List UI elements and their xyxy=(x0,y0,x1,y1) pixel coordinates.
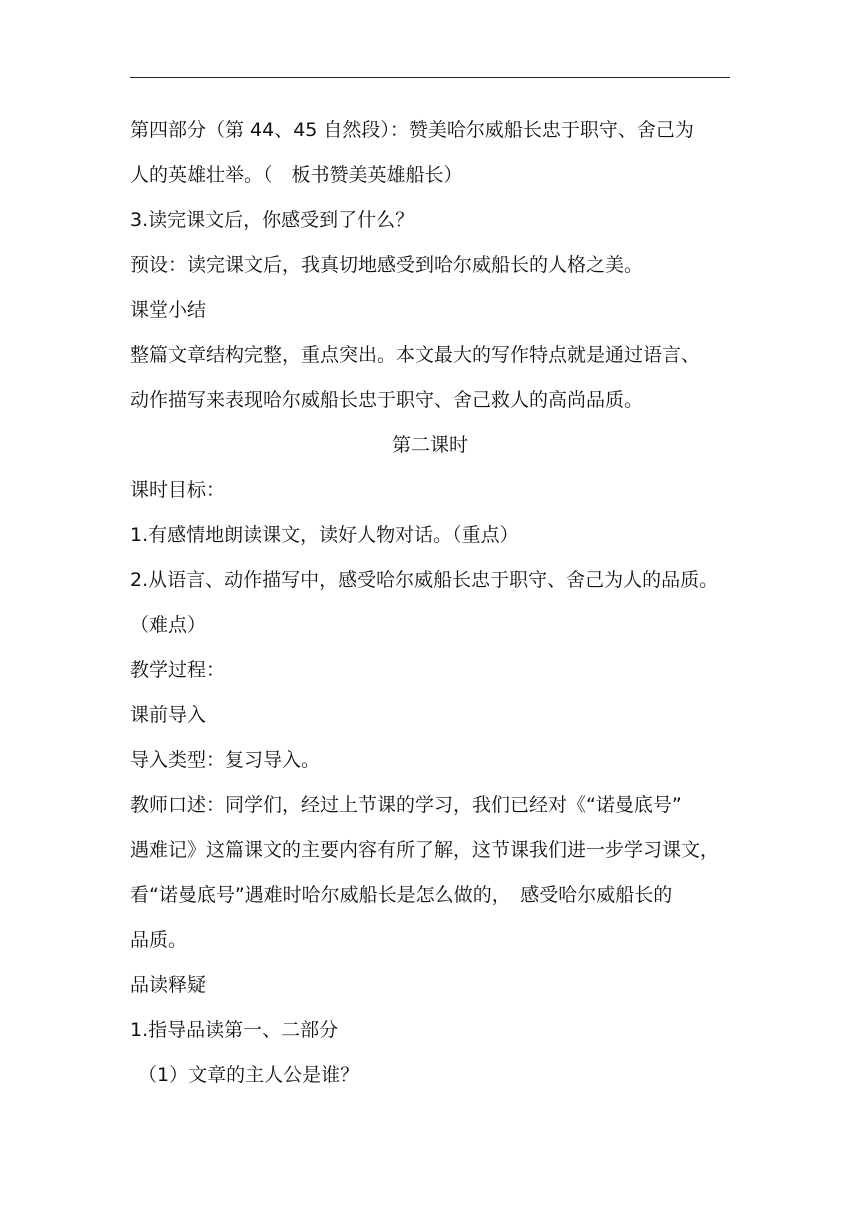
lesson-objectives-heading: 课时目标： xyxy=(130,479,226,501)
teacher-statement-line-3: 看“诺曼底号”遇难时哈尔威船长是怎么做的， 感受哈尔威船长的 xyxy=(130,884,673,906)
guided-question-1: （1）文章的主人公是谁？ xyxy=(138,1064,360,1086)
guided-reading-step-1: 1.指导品读第一、二部分 xyxy=(130,1019,339,1041)
objective-1: 1.有感情地朗读课文，读好人物对话。（重点） xyxy=(130,524,519,546)
pre-class-introduction-heading: 课前导入 xyxy=(130,704,207,726)
teaching-process-heading: 教学过程： xyxy=(130,659,226,681)
section-heading-class-summary: 课堂小结 xyxy=(130,299,207,321)
question-3: 3.读完课文后，你感受到了什么？ xyxy=(130,209,415,231)
preset-answer: 预设：读完课文后，我真切地感受到哈尔威船长的人格之美。 xyxy=(130,254,644,276)
teacher-statement-line-2: 遇难记》这篇课文的主要内容有所了解，这节课我们进一步学习课文， xyxy=(130,839,720,861)
header-rule xyxy=(130,77,730,78)
lesson-two-title: 第二课时 xyxy=(391,434,468,456)
objective-2-line-2: （难点） xyxy=(130,614,207,636)
summary-line-2: 动作描写来表现哈尔威船长忠于职守、舍己救人的高尚品质。 xyxy=(130,389,644,411)
reading-explanation-heading: 品读释疑 xyxy=(130,974,207,996)
objective-2-line-1: 2.从语言、动作描写中，感受哈尔威船长忠于职守、舍己为人的品质。 xyxy=(130,569,719,591)
paragraph-part-four-line-1: 第四部分（第 44、45 自然段）：赞美哈尔威船长忠于职守、舍己为 xyxy=(130,119,694,141)
teacher-statement-line-1: 教师口述：同学们，经过上节课的学习，我们已经对《“诺曼底号” xyxy=(130,794,682,816)
paragraph-part-four-line-2: 人的英雄壮举。（ 板书赞美英雄船长） xyxy=(130,164,463,186)
teacher-statement-line-4: 品质。 xyxy=(130,929,188,951)
document-body xyxy=(130,108,730,1098)
introduction-type: 导入类型：复习导入。 xyxy=(130,749,321,771)
summary-line-1: 整篇文章结构完整，重点突出。本文最大的写作特点就是通过语言、 xyxy=(130,344,701,366)
